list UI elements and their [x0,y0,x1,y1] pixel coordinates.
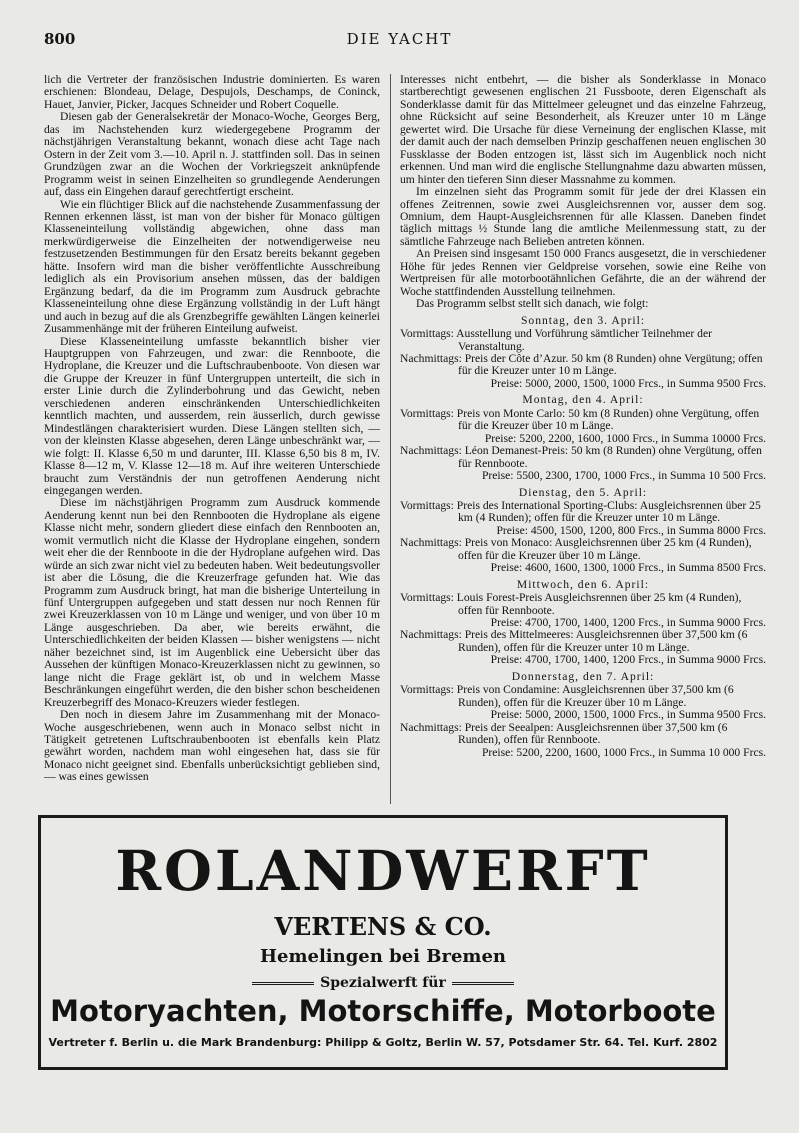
program-event-line: Nachmittags: Léon Demanest-Preis: 50 km (8 Runden) ohne Vergütung, offen für Rennboote. [400,444,762,470]
paragraph: Diese Klasseneinteilung umfasste bekanntlich bisher vier Hauptgruppen von Fahrzeugen, und zwar: die Rennboote, die Hydroplane, die Kreuzer und die Luftschraubenboote. Von diesen war die Gruppe der Kreuzer in fünf Untergruppen unterteilt, die sich in erster Linie durch die Zylinderbohrung und das Gewicht, neben verschiedenen anderen einschränkenden Unterschiedlichkeiten kenntlich machten, und ausserdem, rein äusserlich, durch gewisse Mindestlängen charakterisiert wurden. Diese Längen stellten sich, — von der kleinsten Klasse abgesehen, deren Länge unbeschränkt war, — wie folgt: II. Klasse 6,50 m und darunter, III. Klasse 6,50 bis 8 m, IV. Klasse 8—12 m, V. Klasse 12—18 m. Auf ihre weiteren Unterschiede braucht zum Verständnis der nun getroffenen Aenderung nicht eingegangen werden. [44,334,380,497]
paragraph: lich die Vertreter der französischen Industrie dominierten. Es waren erschienen: Blondeau, Delage, Despujols, Deschamps, de Coninck, Hauet, Janvier, Picker, Jacques Schneider und Robert Coquelle. [44,73,380,111]
ad-firm: VERTENS & CO. [274,912,492,941]
program-day-heading: Dienstag, den 5. April: [518,485,648,499]
ad-products: Motoryachten, Motorschiffe, Motorboote [50,994,716,1028]
decorative-rule [252,982,314,985]
column-divider [390,74,391,804]
program-prize-line: Preise: 5200, 2200, 1600, 1000 Frcs., in Summa 10000 Frcs. [484,431,766,445]
page-number: 800 [44,30,76,48]
paragraph: An Preisen sind insgesamt 150 000 Francs ausgesetzt, die in verschiedener Höhe für jedes Rennen vier Geldpreise vorsehen, sowie eine Reihe von Wertpreisen für alle motorbootähnlichen Gefährte, die an der während der Woche stattfindenden Ausstellung teilnehmen. [400,247,766,298]
program-event-line: Nachmittags: Preis der Côte d’Azur. 50 km (8 Runden) ohne Vergütung; offen für die Kreuzer unter 10 m Länge. [400,351,763,378]
program-event-line: Nachmittags: Preis der Seealpen: Ausgleichsrennen über 37,500 km (6 Runden), offen für Rennboote. [400,720,728,747]
program-prize-line: Preise: 4700, 1700, 1400, 1200 Frcs., in Summa 9000 Frcs. [490,653,766,667]
paragraph: Den noch in diesem Jahre im Zusammenhang mit der Monaco-Woche ausgeschriebenen, wenn auch in Monaco selbst nicht in Tätigkeit getretenen Luftschraubenbooten ist ebenfalls kein Platz gewährt worden, nachdem man wohl eingesehen hat, dass sie für Monaco nicht geeignet sind. Ebenfalls unberücksichtigt geblieben sind, — was eines gewissen [44,708,380,784]
program-event-line: Vormittags: Preis von Monte Carlo: 50 km (8 Runden) ohne Vergütung, offen für die Kreuzer über 10 m Länge. [400,406,760,433]
program-event-line: Nachmittags: Preis des Mittelmeeres: Ausgleichsrennen über 37,500 km (6 Runden), offen für die Kreuzer unter 10 m Länge. [400,628,748,654]
paragraph: Im einzelnen sieht das Programm somit für jede der drei Klassen ein offenes Zeitrennen, sowie zwei Ausgleichsrennen vor, ausser dem sog. Omnium, dem Haupt-Ausgleichsrennen für alle Klassen. Daneben findet täglich mittags ½ Stunde lang die amtliche Meilenmessung statt, zu der sämtliche Fahrzeuge nach Belieben antreten können. [400,185,766,248]
ad-company-name: ROLANDWERFT [115,838,651,903]
program-event-line: Vormittags: Preis des International Sporting-Clubs: Ausgleichsrennen über 25 km (4 Runden); offen für die Kreuzer unter 10 m Länge. [400,498,761,525]
program-prize-line: Preise: 5500, 2300, 1700, 1000 Frcs., in Summa 10 500 Frcs. [481,469,766,483]
race-program [400,315,766,759]
ad-representative: Vertreter f. Berlin u. die Mark Brandenburg: Philipp & Goltz, Berlin W. 57, Potsdamer Str. 64. Tel. Kurf. 2802 [48,1036,718,1049]
program-event-line: Vormittags: Ausstellung und Vorführung sämtlicher Teilnehmer der Veranstaltung. [400,327,712,353]
program-prize-line: Preise: 4600, 1600, 1300, 1000 Frcs., in Summa 8500 Frcs. [490,561,766,575]
program-event-line: Vormittags: Preis von Condamine: Ausgleichsrennen über 37,500 km (6 Runden), offen für die Kreuzer über 10 m Länge. [400,683,734,709]
program-prize-line: Preise: 5000, 2000, 1500, 1000 Frcs., in Summa 9500 Frcs. [490,708,766,722]
left-column [44,74,380,784]
ad-specialty: Spezialwerft für [320,975,446,991]
running-header [44,30,755,52]
program-event-line: Vormittags: Louis Forest-Preis Ausgleichsrennen über 25 km (4 Runden), offen für Rennboote. [400,591,742,617]
program-day-heading: Mittwoch, den 6. April: [516,577,650,591]
paragraph: Das Programm selbst stellt sich danach, wie folgt: [416,297,649,311]
paragraph: Interesses nicht entbehrt, — die bisher als Sonderklasse in Monaco startberechtigt gewesenen englischen 21 Fussboote, deren Eigenschaft als Sonderklasse damit für das Mittelmeer geleugnet und das einzelne Fahrzeug, ohne Rücksicht auf seine Besonderheit, als Kreuzer unter 10 m Länge gewertet wird. Die Ursache für diese Verneinung der englischen Klasse, mit der damit auch der nach demselben Prinzip geschaffenen neuen englischen 30 Fussklasse der Boden entzogen ist, lässt sich im Augenblick noch nicht erkennen. Und man wird die englische Stellungnahme dazu abwarten müssen, um hinter den tieferen Sinn dieser Massnahme zu kommen. [400,73,766,186]
ad-location: Hemelingen bei Bremen [260,946,506,967]
decorative-rule [452,982,514,985]
right-column [400,74,766,759]
program-prize-line: Preise: 5000, 2000, 1500, 1000 Frcs., in Summa 9500 Frcs. [490,376,766,390]
paragraph: Diesen gab der Generalsekretär der Monaco-Woche, Georges Berg, das im Nachstehenden kurz wiedergegebene Programm der nächstjährigen Veranstaltung bekannt, wonach diese acht Tage nach Ostern in der Zeit vom 3.—10. April n. J. stattfinden soll. Das in seinen Grundzügen zwar an die Wochen der Vorkriegszeit anknüpfende Programm weist in seinen Einzelheiten so grundlegende Aenderungen auf, dass ein Eingehen darauf gerechtfertigt erscheint. [44,110,380,199]
program-event-line: Nachmittags: Preis von Monaco: Ausgleichsrennen über 25 km (4 Runden), offen für die Kreuzer über 10 m Länge. [400,536,752,562]
program-day-heading: Donnerstag, den 7. April: [511,669,655,683]
program-prize-line: Preise: 5200, 2200, 1600, 1000 Frcs., in Summa 10 000 Frcs. [481,745,766,759]
program-prize-line: Preise: 4500, 1500, 1200, 800 Frcs., in Summa 8000 Frcs. [496,523,766,537]
paragraph: Wie ein flüchtiger Blick auf die nachstehende Zusammenfassung der Rennen erkennen lässt, ist man von der bisher für Monaco gültigen Klasseneinteilung vollständig abgewichen, ohne dass man merkwürdigerweise die Einzelheiten der notwendigerweise neu festzusetzenden Bestimmungen für den Ersatz bereits bekannt gegeben hätte. Insofern wird man die bisher veröffentlichte Ausschreibung lediglich als ein Provisorium ansehen müssen, das der baldigen Ergänzung bedarf, da die im Programm zum Ausdruck gebrachte Klasseneinteilung ohne diese Ergänzung vollständig in der Luft hängt und auch in bezug auf die als Grenzbegriffe gewählten Längen keinerlei Zusammenhänge mit der früheren Einteilung aufweist. [44,197,380,336]
program-prize-line: Preise: 4700, 1700, 1400, 1200 Frcs., in Summa 9000 Frcs. [490,616,766,630]
ad-specialty-line [41,975,725,991]
journal-title: DIE YACHT [346,30,453,48]
paragraph: Diese im nächstjährigen Programm zum Ausdruck kommende Aenderung kennt nun bei den Rennbooten die Hydroplane als eigene Klasse nicht mehr, sondern gliedert diese einfach den Rennbooten an, womit vermutlich nicht die Klasse der Hydroplane eingehen, sondern weit eher die der Rennboote in die der Hydroplane aufgehen wird. Das würde an sich zwar nicht viel zu bedeuten haben. Weit bedeutungsvoller ist aber die Lösung, die die Kreuzerfrage gefunden hat. Wie das Programm zum Ausdruck bringt, hat man die bisherige Unterteilung in fünf Untergruppen aufgegeben und statt dessen nur noch Rennen für zwei Kreuzerklassen von 10 m Länge und weniger, und von über 10 m Länge ausgeschrieben. Da aber, wie bereits erwähnt, die Unterschiedlichkeiten der beiden Klassen — bisher wenigstens — nicht näher bezeichnet sind, ist im Augenblick eine Uebersicht über das Aussehen der künftigen Monaco-Kreuzerklassen nicht zu gewinnen, so lange nicht die Frage geklärt ist, ob und in welchem Masse Beschränkungen eingeführt werden, die den bisher schon bescheidenen Kreuzerbegriff des Monaco-Kreuzers wieder festlegen. [44,496,380,709]
rolandwerft-advertisement [38,815,728,1070]
program-day-heading: Sonntag, den 3. April: [520,313,646,327]
program-day-heading: Montag, den 4. April: [522,393,644,407]
